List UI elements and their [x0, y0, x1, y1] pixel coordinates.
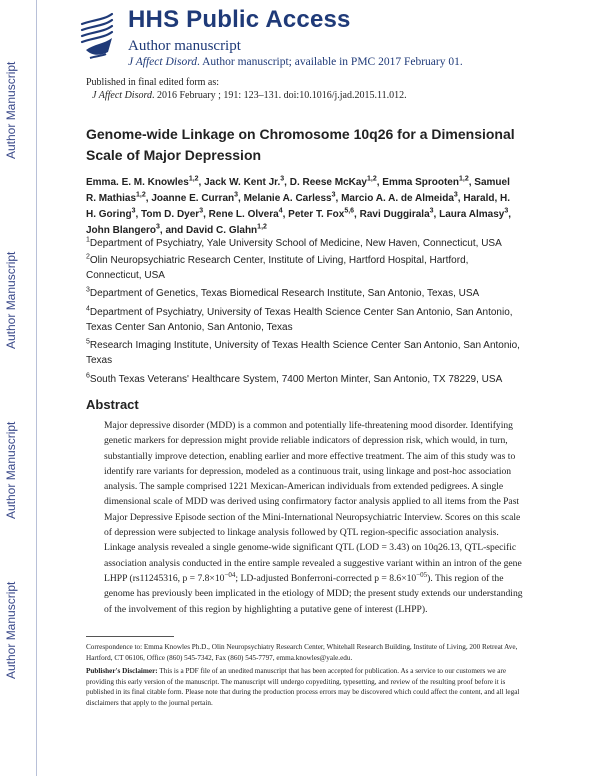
author-name: Tom D. Dyer [141, 209, 200, 220]
author-affiliation-marker: 1,2 [188, 175, 199, 183]
publisher-disclaimer: Publisher's Disclaimer: This is a PDF file of an unedited manuscript that has been accepted for publication. As a service to our customers we are providing this early version of the manuscript. The manuscript will undergo copyediting, typesetting, and review of the resulting proof before it is published in its final citable form. Please note that during the production process errors may be discovered which could affect the content, and all legal disclaimers that apply to the journal pertain. [86, 667, 520, 707]
author-affiliation-marker: 1,2 [136, 191, 146, 199]
correspondence-note: Correspondence to: Emma Knowles Ph.D., Olin Neuropsychiatry Research Center, Whitehall Research Building, Institute of Living, 200 Retreat Ave, Hartford, CT 06106, Office (860) 545-7342, Fax (860) 545-7797, emma.knowles@yale.edu. [86, 643, 518, 662]
author-name: John Blangero [86, 225, 157, 236]
abstract-body: Major depressive disorder (MDD) is a common and potentially life-threatening mood disorder. Identifying genetic markers for depression might provide reliable indicators of depression risk, which would, in turn, substantially improve detection, enabling earlier and more effective treatment. The aim of this study was to identify rare variants for depression, modeled as a continuous trait, using linkage and post-hoc association analysis. The sample comprised 1221 Mexican-American individuals from extended pedigrees. A single dimensional scale of MDD was derived using confirmatory factor analysis applied to all items from the Past Major Depressive Episode section of the Mini-International Neuropsychiatric Interview. Scores on this scale of depression were subjected to linkage analysis followed by QTL region-specific association analysis. Linkage analysis revealed a single genome-wide significant QTL (LOD = 3.43) on 10q26.13, QTL-specific association analysis conducted in the entire sample revealed a suggestive variant within an intron of the gene LHPP (rs11245316, $p = 7.8\times 10^{-04}$; LD-adjusted Bonferroni-corrected $p = 8.6\times 10^{-05}$). This region of the genome has previously been implicated in the etiology of MDD; the present study extends our understanding of the involvement of this region by highlighting a putative gene of interest (LHPP). [104, 420, 523, 615]
author-name: Joanne E. Curran [151, 193, 235, 204]
author-affiliation-marker: 1,2 [458, 175, 469, 183]
author-name: Samuel R. Mathias [86, 177, 510, 204]
affiliation-1: $^1$Department of Psychiatry, Yale University School of Medicine, New Haven, Connecticut, USA [86, 236, 502, 249]
author-name: Laura Almasy [439, 209, 505, 220]
author-affiliation-marker: 3 [234, 191, 239, 199]
affiliation-4: $^4$Department of Psychiatry, University of Texas Health Science Center San Antonio, San Antonio, Texas Center San Antonio, San Antonio, Texas [86, 305, 513, 333]
affiliation-3: $^3$Department of Genetics, Texas Biomedical Research Institute, San Antonio, Texas, USA [86, 286, 480, 299]
affiliation-5: $^5$Research Imaging Institute, University of Texas Health Science Center San Antonio, San Antonio, Texas [86, 338, 520, 366]
author-affiliation-marker: 3 [199, 207, 204, 215]
author-affiliation-marker: 1,2 [257, 223, 267, 231]
abstract-heading: Abstract [86, 397, 139, 412]
author-manuscript-label-3: Author Manuscript [4, 421, 18, 519]
author-name: Emma Sprooten [382, 177, 459, 188]
author-affiliation-marker: 3 [504, 207, 509, 215]
author-list: Emma. E. M. Knowles$^{1,2}$, Jack W. Kent Jr.$^3$, D. Reese McKay$^{1,2}$, Emma Sprooten$^{1,2}$, Samuel R. Mathias$^{1,2}$, Joanne E. Curran$^3$, Melanie A. Carless$^3$, Marcio A. A. de Almeida$^3$, Harald, H. H. Goring$^3$, Tom D. Dyer$^3$, Rene L. Olvera$^4$, Peter T. Fox$^{5,6}$, Ravi Duggirala$^3$, Laura Almasy$^3$, John Blangero$^3$, and David C. Glahn$^{1,2}$ [86, 175, 512, 236]
journal-availability-line: J Affect Disord. Author manuscript; available in PMC 2017 February 01. [128, 56, 463, 68]
author-affiliation-marker: 3 [331, 191, 336, 199]
author-name: Emma. E. M. Knowles [86, 177, 189, 188]
affiliation-6: $^6$South Texas Veterans' Healthcare System, 7400 Merton Minter, San Antonio, TX 78229, USA [86, 372, 503, 385]
hhs-eagle-logo-icon [76, 8, 118, 68]
author-name: Jack W. Kent Jr. [204, 177, 281, 188]
author-affiliation-marker: 3 [131, 207, 136, 215]
footnote-rule [86, 636, 174, 637]
margin-rule [36, 0, 37, 776]
author-affiliation-marker: 3 [453, 191, 458, 199]
author-name: Marcio A. A. de Almeida [341, 193, 454, 204]
author-name: Ravi Duggirala [359, 209, 430, 220]
author-name: D. Reese McKay [289, 177, 367, 188]
published-in-label: Published in final edited form as: [86, 77, 220, 88]
author-manuscript-subtitle: Author manuscript [128, 38, 241, 54]
citation-line: J Affect Disord. 2016 February ; 191: 123–131. doi:10.1016/j.jad.2015.11.012. [92, 90, 407, 101]
author-name: Harald, H. H. Goring [86, 193, 511, 220]
author-affiliation-marker: 3 [156, 223, 160, 231]
author-name: Peter T. Fox [288, 209, 345, 220]
author-manuscript-label-2: Author Manuscript [4, 251, 18, 349]
author-affiliation-marker: 5,6 [344, 207, 355, 215]
author-affiliation-marker: 3 [429, 207, 434, 215]
author-affiliation-marker: 4 [278, 207, 283, 215]
author-name: David C. Glahn [186, 225, 258, 236]
affiliation-2: $^2$Olin Neuropsychiatric Research Center, Institute of Living, Hartford Hospital, Hartford, Connecticut, USA [86, 253, 469, 281]
author-manuscript-label-4: Author Manuscript [4, 581, 18, 679]
article-title: Genome-wide Linkage on Chromosome 10q26 for a Dimensional Scale of Major Depression [86, 126, 515, 163]
author-name: Melanie A. Carless [243, 193, 332, 204]
author-name: Rene L. Olvera [208, 209, 279, 220]
author-affiliation-marker: 3 [280, 175, 285, 183]
author-manuscript-label-1: Author Manuscript [4, 61, 18, 159]
hhs-public-access-title: HHS Public Access [128, 6, 351, 33]
author-affiliation-marker: 1,2 [367, 175, 377, 183]
